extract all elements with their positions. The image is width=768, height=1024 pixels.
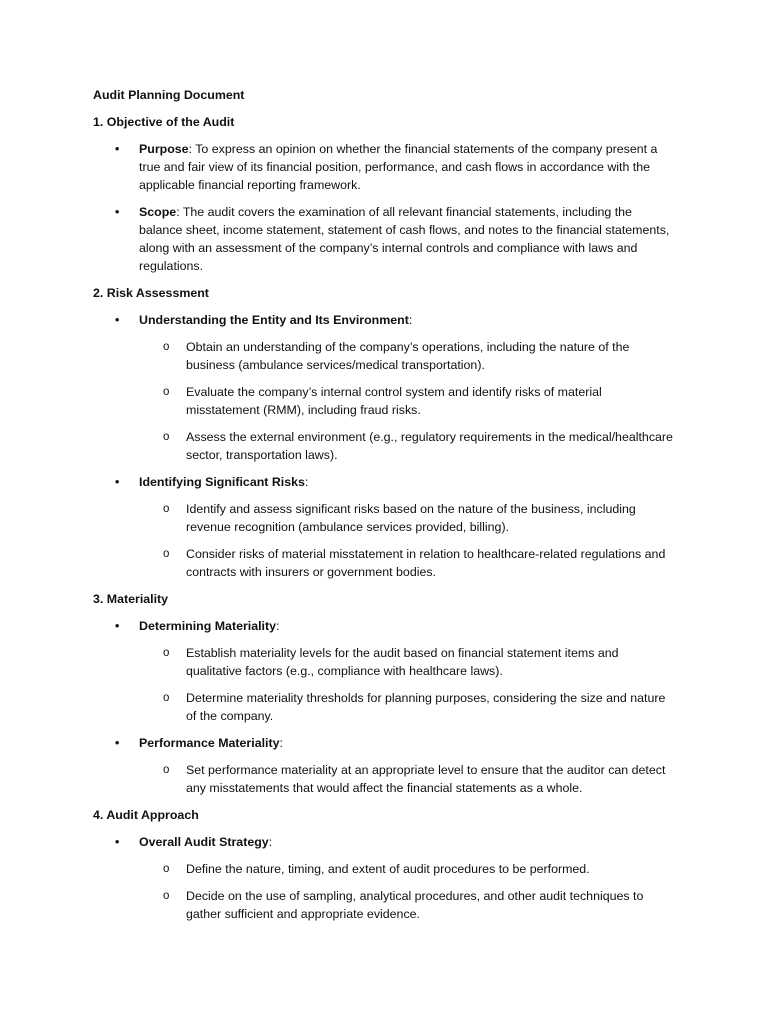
circle-bullet-icon: o	[163, 431, 170, 443]
section-heading: 4. Audit Approach	[93, 808, 199, 822]
bullet-dot-icon: •	[115, 205, 120, 219]
bullet-label: Scope	[139, 205, 177, 219]
bullet-label: Purpose	[139, 142, 189, 156]
sub-item-text: Decide on the use of sampling, analytical procedures, and other audit techniques to gather sufficient and appropriate evidence.	[186, 889, 644, 921]
sub-item-text: Determine materiality thresholds for planning purposes, considering the size and nature of the company.	[186, 691, 666, 723]
bullet-list	[93, 833, 676, 923]
bullet-label: Determining Materiality	[139, 619, 277, 633]
sub-item	[139, 887, 676, 923]
sub-item	[139, 761, 676, 797]
bullet-text: : The audit covers the examination of all relevant financial statements, including the balance sheet, income statement, statement of cash flows, and notes to the financial statements, along with an assessment of the company’s internal controls and compliance with laws and regulations.	[139, 205, 670, 273]
bullet-dot-icon: •	[115, 313, 120, 327]
sub-item-text: Consider risks of material misstatement in relation to healthcare-related regulations and contracts with insurers or government bodies.	[186, 547, 666, 579]
bullet-item	[93, 140, 676, 194]
bullet-list	[93, 140, 676, 275]
sub-item	[139, 383, 676, 419]
bullet-item	[93, 203, 676, 275]
bullet-item	[93, 473, 676, 581]
circle-bullet-icon: o	[163, 386, 170, 398]
sub-list	[139, 761, 676, 797]
document-title: Audit Planning Document	[93, 88, 245, 102]
section-heading: 1. Objective of the Audit	[93, 115, 235, 129]
sub-item	[139, 500, 676, 536]
bullet-item	[93, 734, 676, 797]
sub-list	[139, 860, 676, 923]
sub-item	[139, 428, 676, 464]
bullet-list	[93, 311, 676, 581]
section-heading: 3. Materiality	[93, 592, 169, 606]
sub-item-text: Evaluate the company’s internal control system and identify risks of material misstatement (RMM), including fraud risks.	[186, 385, 602, 417]
bullet-label: Overall Audit Strategy	[139, 835, 269, 849]
bullet-dot-icon: •	[115, 619, 120, 633]
bullet-dot-icon: •	[115, 475, 120, 489]
bullet-dot-icon: •	[115, 736, 120, 750]
bullet-item	[93, 617, 676, 725]
circle-bullet-icon: o	[163, 647, 170, 659]
sub-item	[139, 338, 676, 374]
circle-bullet-icon: o	[163, 764, 170, 776]
bullet-dot-icon: •	[115, 835, 120, 849]
section-heading: 2. Risk Assessment	[93, 286, 209, 300]
bullet-text: :	[268, 835, 273, 849]
sub-item-text: Establish materiality levels for the audit based on financial statement items and qualitative factors (e.g., compliance with healthcare laws).	[186, 646, 619, 678]
bullet-item	[93, 311, 676, 464]
sub-item	[139, 644, 676, 680]
bullet-dot-icon: •	[115, 142, 120, 156]
sub-item-text: Identify and assess significant risks based on the nature of the business, including revenue recognition (ambulance services provided, billing).	[186, 502, 636, 534]
sub-item	[139, 545, 676, 581]
sub-item-text: Assess the external environment (e.g., regulatory requirements in the medical/healthcare sector, transportation laws).	[186, 430, 673, 462]
bullet-label: Performance Materiality	[139, 736, 280, 750]
document-body	[93, 113, 676, 923]
bullet-text: :	[279, 736, 283, 750]
bullet-text: : To express an opinion on whether the financial statements of the company present a true and fair view of its financial position, performance, and cash flows in accordance with the applicable financial reporting framework.	[139, 142, 658, 192]
bullet-text: :	[304, 475, 309, 489]
sub-item-text: Obtain an understanding of the company’s operations, including the nature of the business (ambulance services/medical transportation).	[186, 340, 630, 372]
bullet-label: Understanding the Entity and Its Environment	[139, 313, 409, 327]
circle-bullet-icon: o	[163, 341, 170, 353]
sub-item	[139, 860, 676, 878]
circle-bullet-icon: o	[163, 692, 170, 704]
circle-bullet-icon: o	[163, 503, 170, 515]
bullet-label: Identifying Significant Risks	[139, 475, 305, 489]
sub-item-text: Define the nature, timing, and extent of audit procedures to be performed.	[186, 862, 590, 876]
circle-bullet-icon: o	[163, 548, 170, 560]
bullet-item	[93, 833, 676, 923]
bullet-text: :	[276, 619, 280, 633]
sub-item-text: Set performance materiality at an appropriate level to ensure that the auditor can detect any misstatements that would affect the financial statements as a whole.	[186, 763, 666, 795]
sub-list	[139, 500, 676, 581]
sub-list	[139, 338, 676, 464]
circle-bullet-icon: o	[163, 863, 170, 875]
bullet-text: :	[408, 313, 413, 327]
circle-bullet-icon: o	[163, 890, 170, 902]
sub-list	[139, 644, 676, 725]
sub-item	[139, 689, 676, 725]
bullet-list	[93, 617, 676, 797]
